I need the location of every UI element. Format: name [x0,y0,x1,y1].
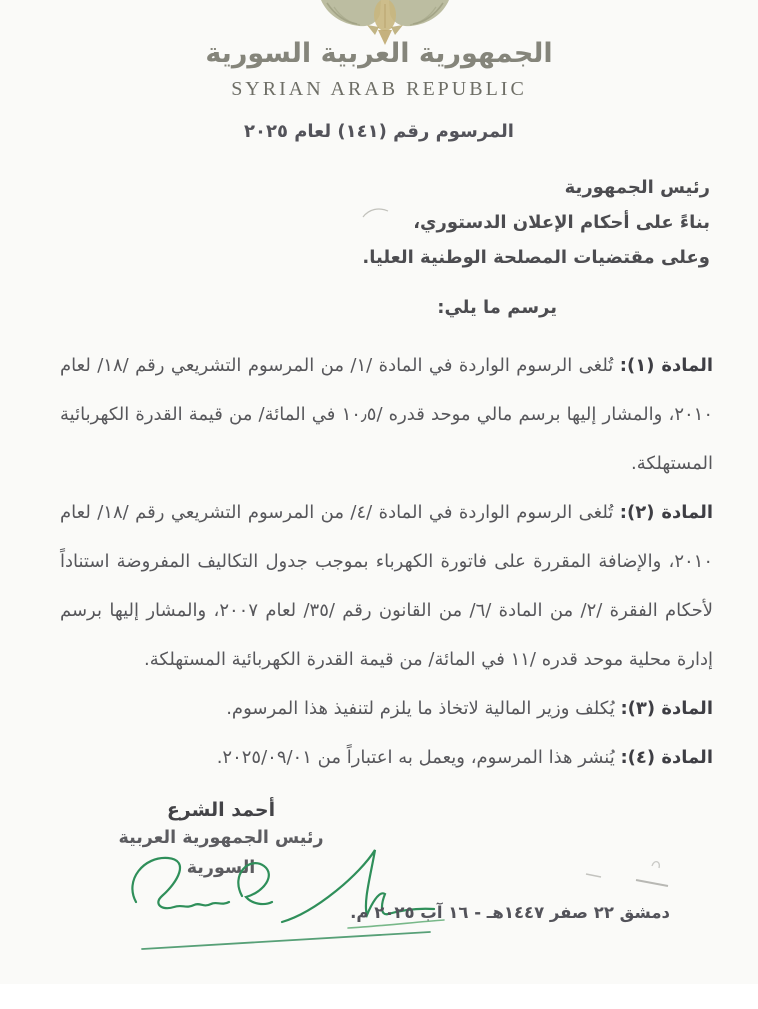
article-1-line-3: المستهلكة. [631,453,713,474]
article-2-line-3: لأحكام الفقرة /٢/ من المادة /٦/ من القانون رقم /٣٥/ لعام ٢٠٠٧، والمشار إليها برسم [60,600,714,621]
pencil-marks [578,850,708,892]
article-1-line-1: المادة (١): تُلغى الرسوم الواردة في المادة /١/ من المرسوم التشريعي رقم /١٨/ لعام [60,355,714,376]
signatory-title: رئيس الجمهورية العربية السورية [118,828,324,878]
signatory-name: أحمد الشرع [166,799,276,821]
decree-title: المرسوم رقم (١٤١) لعام ٢٠٢٥ [244,121,514,142]
article-2-line-4: إدارة محلية موحد قدره /١١ في المائة/ من قيمة القدرة الكهربائية المستهلكة. [144,649,713,670]
country-name-english: SYRIAN ARAB REPUBLIC [231,78,527,100]
article-2-line-1: المادة (٢): تُلغى الرسوم الواردة في المادة /٤/ من المرسوم التشريعي رقم /١٨/ لعام [60,502,714,523]
article-4-line-1: المادة (٤): يُنشر هذا المرسوم، ويعمل به اعتباراً من ٢٠٢٥/٠٩/٠١. [216,747,713,768]
scan-bottom-edge [0,984,758,1009]
issue-date-line: دمشق ٢٢ صفر ١٤٤٧هـ - ١٦ آب ٢٠٢٥ م. [350,903,670,922]
enactment-clause: يرسم ما يلي: [437,297,557,318]
article-2-line-2: ٢٠١٠، والإضافة المقررة على فاتورة الكهرباء بموجب جدول التكاليف المفروضة استناداً [60,551,713,572]
article-1-line-2: ٢٠١٠، والمشار إليها برسم مالي موحد قدره /١٠٫٥ في المائة/ من قيمة القدرة الكهربائية [60,404,713,425]
country-name-arabic: الجمهورية العربية السورية [205,38,553,69]
preamble-constitutional-line: بناءً على أحكام الإعلان الدستوري، [413,212,710,233]
preamble-national-interest-line: وعلى مقتضيات المصلحة الوطنية العليا. [362,247,710,268]
decree-body [60,341,713,782]
preamble-president-line: رئيس الجمهورية [564,177,710,198]
preamble [362,170,710,275]
article-3-line-1: المادة (٣): يُكلف وزير المالية لاتخاذ ما يلزم لتنفيذ هذا المرسوم. [226,698,713,719]
